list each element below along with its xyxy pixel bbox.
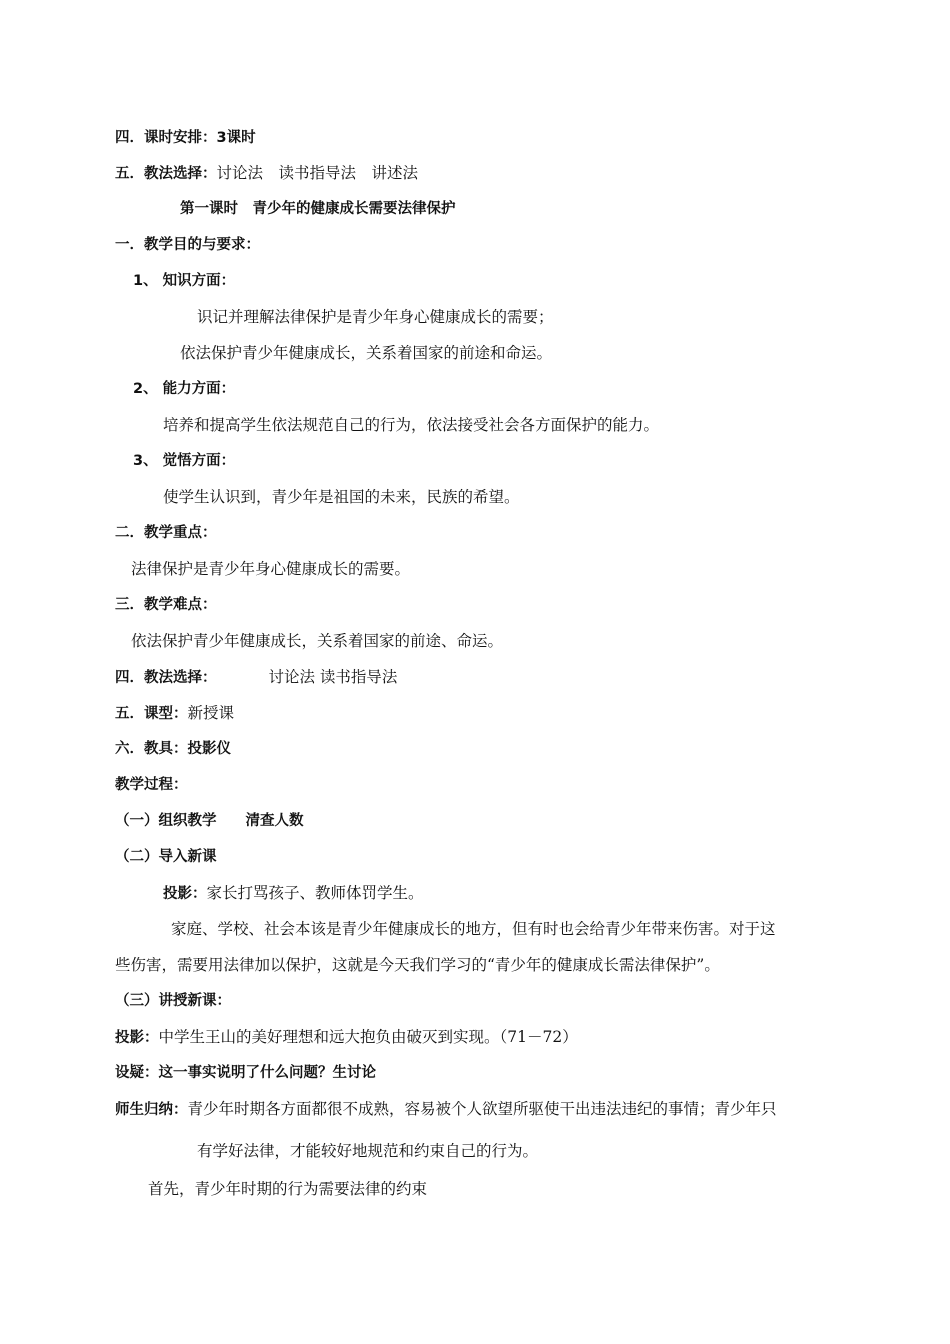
lesson-type-label: 五．课型：: [115, 706, 188, 722]
projection-line-1: [163, 882, 424, 905]
difficulties-text: 依法保护青少年健康成长，关系着国家的前途、命运。: [131, 632, 504, 650]
methods-line-2: [115, 666, 397, 689]
intro-paragraph-line-2: 些伤害，需要用法律加以保护，这就是今天我们学习的“青少年的健康成长需法律保护”。: [115, 956, 720, 974]
summary-label: 师生归纳：: [115, 1102, 188, 1118]
step-introduce: （二）导入新课: [115, 849, 217, 865]
teaching-aids: 六．教具：投影仪: [115, 741, 231, 757]
class-hours-value: 3课时: [216, 130, 256, 146]
teaching-methods-line: [115, 162, 418, 185]
projection-line-2: [115, 1026, 578, 1049]
projection-label-2: 投影：: [115, 1030, 159, 1046]
heading-process: 教学过程：: [115, 777, 188, 793]
subheading-ability: 2、 能力方面：: [133, 381, 236, 397]
summary-value: 青少年时期各方面都很不成熟，容易被个人欲望所驱使干出违法违纪的事情；青少年只: [187, 1100, 777, 1118]
key-points-text: 法律保护是青少年身心健康成长的需要。: [131, 560, 411, 578]
heading-key-points: 二．教学重点：: [115, 525, 217, 541]
knowledge-item-2: 依法保护青少年健康成长，关系着国家的前途和命运。: [180, 344, 553, 362]
subheading-knowledge: 1、 知识方面：: [133, 273, 236, 289]
lesson-type-line: [115, 702, 234, 725]
methods-label-2: 四．教法选择：: [115, 670, 217, 686]
summary-line-2: 有学好法律，才能较好地规范和约束自己的行为。: [197, 1142, 539, 1160]
first-point-line: 首先，青少年时期的行为需要法律的约束: [148, 1180, 428, 1198]
subheading-awareness: 3、 觉悟方面：: [133, 453, 236, 469]
ability-text: 培养和提高学生依法规范自己的行为，依法接受社会各方面保护的能力。: [163, 416, 660, 434]
step-new-lesson: （三）讲授新课：: [115, 993, 231, 1009]
lesson-type-value: 新授课: [187, 704, 235, 722]
heading-objectives: 一．教学目的与要求：: [115, 237, 260, 253]
summary-line-1: [115, 1098, 777, 1121]
projection-value-1: 家长打骂孩子、教师体罚学生。: [206, 884, 424, 902]
teaching-methods-label: 五．教法选择：: [115, 166, 217, 182]
class-hours-label: 四．课时安排：: [115, 130, 217, 146]
projection-value-2: 中学生王山的美好理想和远大抱负由破灭到实现。（71－72）: [158, 1028, 578, 1046]
step-organize: （一）组织教学 清查人数: [115, 813, 304, 829]
question-line: 设疑：这一事实说明了什么问题？生讨论: [115, 1065, 376, 1081]
intro-paragraph-line-1: 家庭、学校、社会本该是青少年健康成长的地方，但有时也会给青少年带来伤害。对于这: [171, 920, 776, 938]
lesson-title: 第一课时 青少年的健康成长需要法律保护: [180, 201, 456, 217]
awareness-text: 使学生认识到，青少年是祖国的未来，民族的希望。: [163, 488, 520, 506]
projection-label-1: 投影：: [163, 886, 207, 902]
knowledge-item-1: 识记并理解法律保护是青少年身心健康成长的需要；: [197, 308, 554, 326]
class-hours-line: [115, 126, 256, 149]
teaching-methods-value: 讨论法 读书指导法 讲述法: [216, 164, 419, 182]
methods-value-2: 讨论法 读书指导法: [268, 668, 398, 686]
heading-difficulties: 三．教学难点：: [115, 597, 217, 613]
